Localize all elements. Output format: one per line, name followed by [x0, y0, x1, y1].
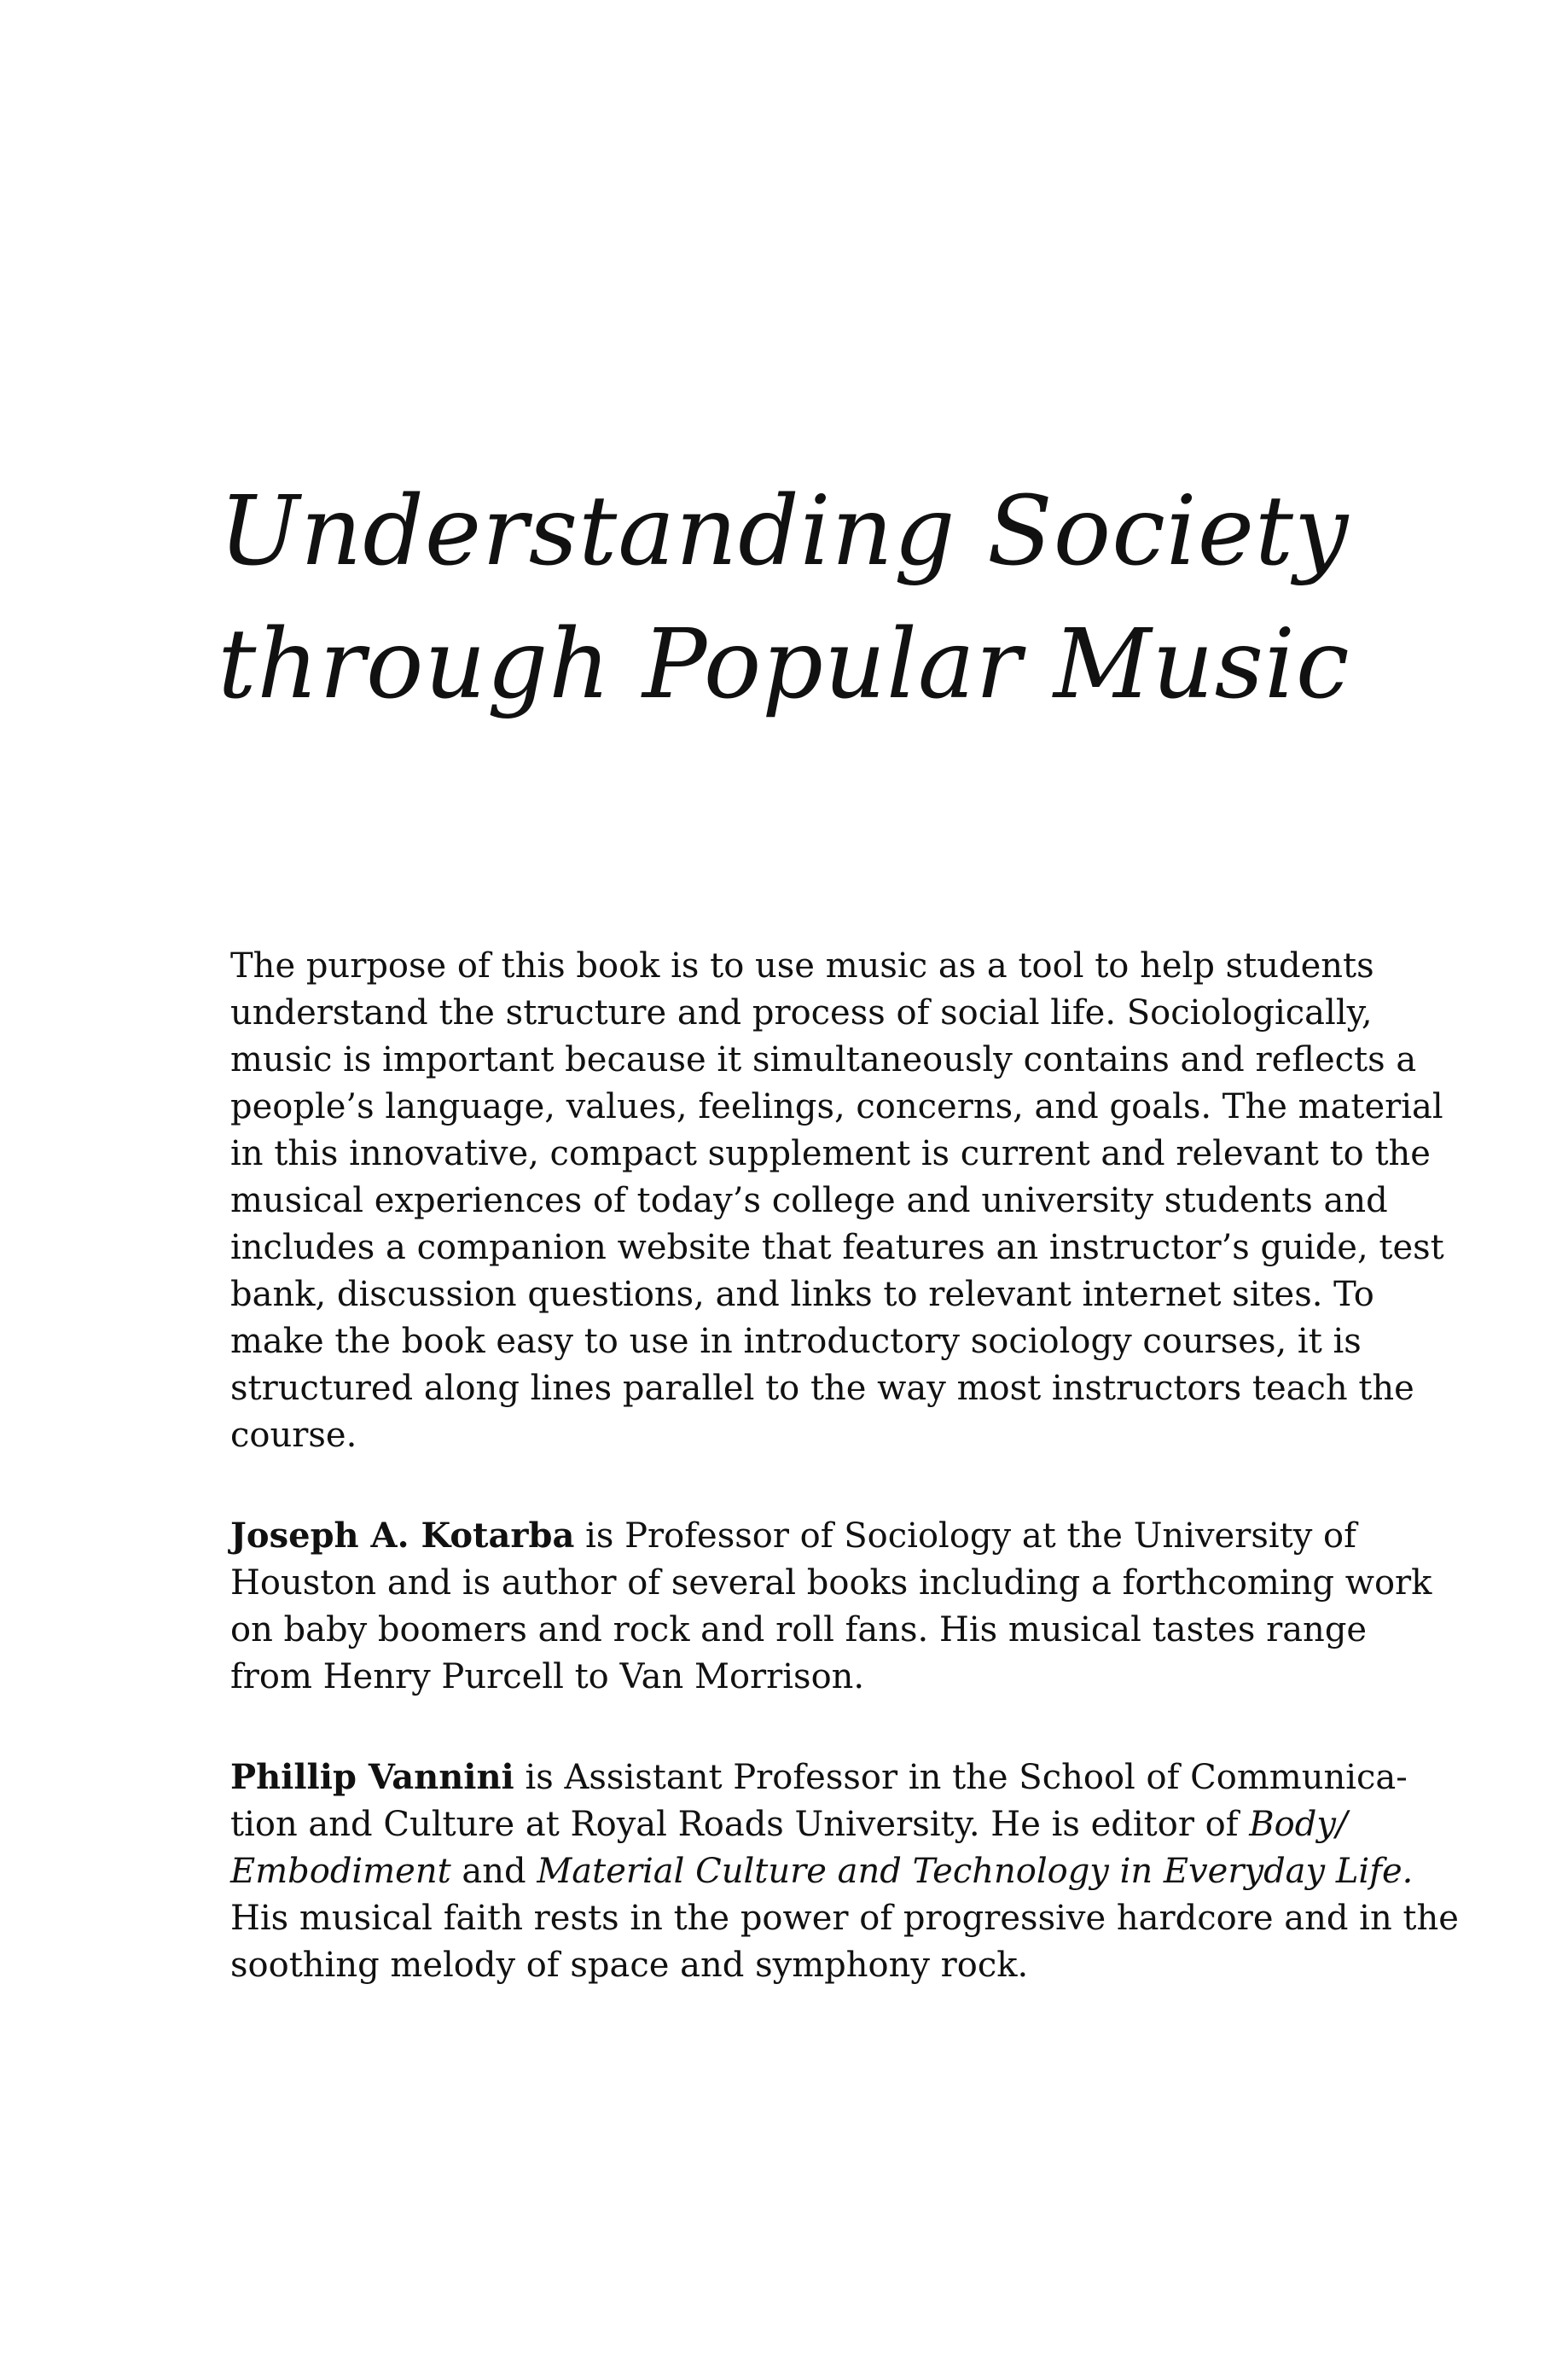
author-bio-line	[230, 1801, 1348, 1848]
author-bio-line: His musical faith rests in the power of progressive hardcore and in the	[230, 1899, 1459, 1938]
author-bio-line	[230, 1848, 1414, 1895]
book-title-ref: Body/	[1249, 1805, 1348, 1844]
description-line: in this innovative, compact supplement is current and relevant to the	[230, 1134, 1431, 1173]
book-title-ref: Embodiment	[230, 1852, 451, 1891]
author-bio-line: Houston and is author of several books including a forthcoming work	[230, 1563, 1432, 1603]
author-bio-text: is Professor of Sociology at the University of	[574, 1516, 1356, 1556]
description-line: includes a companion website that features an instructor’s guide, test	[230, 1228, 1444, 1267]
author-bio-line	[230, 1512, 1356, 1560]
author-name: Phillip Vannini	[230, 1757, 514, 1797]
description-line: structured along lines parallel to the way most instructors teach the	[230, 1369, 1414, 1408]
author-bio-text: and	[450, 1852, 537, 1891]
author-bio-line: from Henry Purcell to Van Morrison.	[230, 1657, 865, 1696]
description-line: The purpose of this book is to use music as a tool to help students	[230, 946, 1374, 986]
description-line: musical experiences of today’s college and university students and	[230, 1181, 1388, 1220]
book-title-ref: Material Culture and Technology in Everyday Life.	[537, 1852, 1414, 1891]
description-line: bank, discussion questions, and links to relevant internet sites. To	[230, 1275, 1374, 1314]
author-bio-vannini	[230, 1754, 1459, 1989]
description-line: make the book easy to use in introductory sociology courses, it is	[230, 1322, 1362, 1361]
author-name: Joseph A. Kotarba	[230, 1516, 575, 1556]
book-description	[230, 943, 1444, 1459]
book-title-line-1: Understanding Society	[218, 476, 1350, 587]
author-bio-text: is Assistant Professor in the School of Communica-	[514, 1758, 1408, 1797]
description-line: people’s language, values, feelings, concerns, and goals. The material	[230, 1087, 1443, 1126]
author-bio-line	[230, 1754, 1408, 1801]
author-bio-line: on baby boomers and rock and roll fans. His musical tastes range	[230, 1610, 1368, 1649]
author-bio-line: soothing melody of space and symphony rock.	[230, 1946, 1029, 1985]
author-bio-kotarba	[230, 1512, 1432, 1701]
description-line: music is important because it simultaneously contains and reflects a	[230, 1040, 1417, 1079]
book-title	[0, 465, 1568, 731]
description-line: understand the structure and process of social life. Sociologically,	[230, 993, 1373, 1033]
description-line: course.	[230, 1416, 357, 1455]
body-text	[230, 943, 1459, 2042]
author-bio-text: tion and Culture at Royal Roads University. He is editor of	[230, 1805, 1250, 1844]
book-title-line-2: through Popular Music	[218, 609, 1350, 720]
